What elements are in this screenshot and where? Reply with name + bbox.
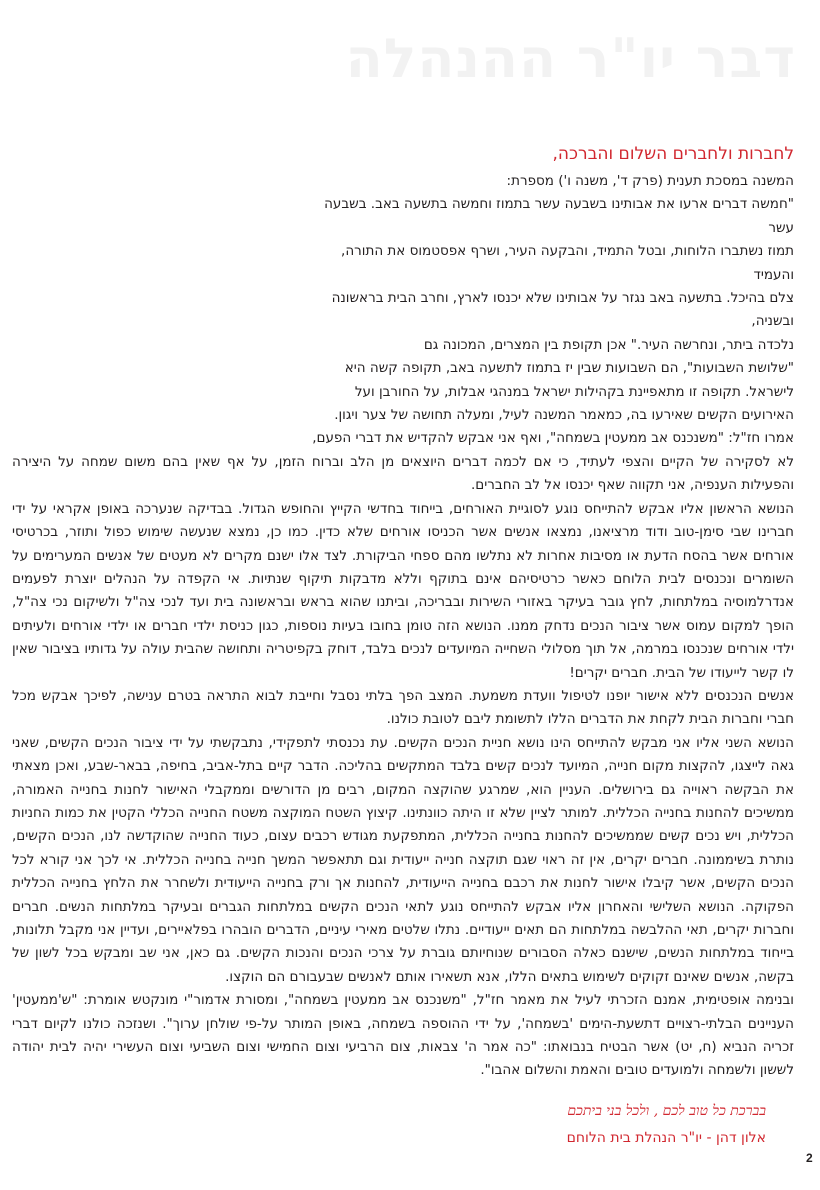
quote-line: צלם בהיכל. בתשעה באב נגזר על אבותינו שלא יכנסו לארץ, וחרב הבית בראשונה ובשניה, <box>331 290 794 330</box>
mishnah-quote-block <box>312 170 794 451</box>
paragraph: הנושא השני אליו אני מבקש להתייחס הינו נושא חניית הנכים הקשים. עת נכנסתי לתפקידי, נתבקשתי על ידי ציבור הנכים הקשים, שאני גאה לייצגו, להקצות מקום חנייה, המיועד לנכים קשים בלבד המתקשים בהליכה. הדבר קיים בתל-אביב, בחיפה, בבאר-שבע, ואכן מצאתי את הבקשה ראוייה גם בירושלים. העניין הוא, שמרגע שהוקצה המקום, רבים מן הדורשים וממקבלי האישור לחנות בחנייה האמורה, ממשיכים להחנות בחנייה הכללית. למותר לציין שלא זו היתה כוונתינו. קיצוץ השטח המוקצה משטח החנייה הכללי הקטין את כמות החניות הכללית, ויש נכים קשים שממשיכים להחנות בחנייה הכללית, המתפקעת מגודש רכבים עצום, כעוד החנייה שהוקדשה לנו, הנכים הקשים, נותרת בשיממונה. חברים יקרים, אין זה ראוי שגם תוקצה חנייה ייעודית וגם תתאפשר המשך חנייה בחנייה הכללית. אי לכך אני קורא לכל הנכים הקשים, אשר קיבלו אישור לחנות את רכבם בחנייה הייעודית, להחנות אך ורק בחנייה הייעודית ולשחרר את הלחץ בחנייה הכללית הפקוקה. הנושא השלישי והאחרון אליו אבקש להתייחס נוגע לתאי הנכים הקשים במלתחות הגברים ובעיקר במלתחות הנשים. חברים וחברות יקרים, תאי ההלבשה במלתחות הם תאים ייעודיים. נתלו שלטים מאירי עיניים, הדברים הובהרו בפלאיירים, ועדיין אני מקבל תלונות, בייחוד במלתחות הנשים, שישנם כאלה הסבורים שנוחיותם גוברת על צרכי הנכים והנכות הקשים. גם כאן, אני שב ומבקש בכל לשון של בקשה, אנשים שאינם זקוקים לשימוש בתאים הללו, אנא תשאירו אותם לאנשים שבעבורם הם הוקצו. <box>12 734 794 985</box>
signature-block <box>0 1100 794 1148</box>
quote-line: לישראל. תקופה זו מתאפיינת בקהילות ישראל במנהגי אבלות, על החורבן ועל <box>354 383 794 400</box>
greeting: לחברות ולחברים השלום והברכה, <box>552 144 794 164</box>
page-number: 2 <box>806 1151 813 1165</box>
quote-line: נלכדה ביתר, ונחרשה העיר." אכן תקופת בין המצרים, המכונה גם <box>423 336 794 353</box>
quote-line: תמוז נשתברו הלוחות, ובטל התמיד, והבקעה העיר, ושרף אפסטמוס את התורה, והעמיד <box>341 243 794 283</box>
quote-line: אמרו חז"ל: "משנכנס אב ממעטין בשמחה", ואף אני אבקש להקדיש את דברי הפעם, <box>312 430 794 447</box>
letter-body <box>12 142 794 1083</box>
closing-blessing: בברכת כל טוב לכם , ולכל בני ביתכם <box>567 1103 766 1119</box>
paragraph: אנשים הנכנסים ללא אישור יופנו לטיפול וועדת משמעת. המצב הפך בלתי נסבל וחייבת לבוא התראה בטרם ענישה, לפיכך אבקש מכל חברי וחברות הבית לקחת את הדברים הללו לתשומת ליבם לטובת כולנו. <box>12 687 794 728</box>
paragraph: לא לסקירה של הקיים והצפי לעתיד, כי אם לכמה דברים היוצאים מן הלב וברוח הזמן, על אף שאין בהם משום שמחה על היצירה והפעילות הענפיה, אני תקווה שאף יכנסו אל לב החברים. <box>12 453 794 494</box>
quote-line: "שלושת השבועות", הם השבועות שבין יז בתמוז לתשעה באב, תקופה קשה היא <box>344 360 794 377</box>
quote-line: המשנה במסכת תענית (פרק ד', משנה ו') מספרת: <box>506 173 794 189</box>
paragraph: ובנימה אופטימית, אמנם הזכרתי לעיל את מאמר חז"ל, "משנכנס אב ממעטין בשמחה", ומסורת אדמור"י מונקטש אומרת: "ש'ממעטין' העניינים הבלתי-רצויים דתשעת-הימים 'בשמחה', על ידי ההוספה בשמחה, באופן המותר על-פי שולחן ערוך". ושנזכה כולנו לקיום דברי זכריה הנביא (ח, יט) אשר הבטיח בנבואתו: "כה אמר ה' צבאות, צום הרביעי וצום החמישי וצום השביעי וצום העשירי יהיה לבית יהודה לששון ולשמחה ולמועדים טובים והאמת והשלום אהבו". <box>12 992 794 1079</box>
quote-line: האירועים הקשים שאירעו בה, כמאמר המשנה לעיל, ומעלה תחושה של צער ויגון. <box>334 407 794 424</box>
paragraph: הנושא הראשון אליו אבקש להתייחס נוגע לסוגיית האורחים, בייחוד בחדשי הקייץ והחופש הגדול. בבדיקה שנערכה באופן אקראי על ידי חברינו שבי סימן-טוב ודוד מרציאנו, נמצאו אנשים אשר הכניסו אורחים שלא כדין. כמו כן, נמצא שנעשה שימוש כפול ותוזר, בכרטיסי אורחים אשר בהסח הדעת או מסיבות אחרות לא נתלשו מהם ספחי הביקורת. לצד אלו ישנם מקרים לא מעטים של אנשים המערימים על השומרים ונכנסים לבית הלוחם כאשר כרטיסיהם אינם בתוקף וללא מדבקות תיקוף שנתיות. אי הקפדה על הנהלים יוצרת לפעמים אנדרלמוסיה במלתחות, לחץ גובר בעיקר באזורי השירות ובבריכה, וביתנו שהוא בראש ובראשונה בית ועד לנכי צה"ל ולשיקום נכי צה"ל, הופך למקום עמוס אשר ציבור הנכים נדחק ממנו. הנושא הזה טומן בחובו בעיות נוספות, כגון כניסת ילדי חברים או ילדי אורחים ולעיתים ילדי אורחים שנכנסו במרמה, אל תוך מסלולי השחייה המיועדים לנכים בלבד, דוחק בקפיטריה ותחושה שהבית עולה על גדותיו בציבור שאין לו קשר לייעודו של הבית. חברים יקרים! <box>12 500 794 681</box>
quote-line: "חמשה דברים ארעו את אבותינו בשבעה עשר בתמוז וחמשה בתשעה באב. בשבעה עשר <box>324 196 794 236</box>
body-text <box>12 451 794 1083</box>
signer-name: אלון דהן - יו"ר הנהלת בית הלוחם <box>566 1130 766 1146</box>
page-title: דבר יו"ר ההנהלה <box>345 27 796 90</box>
